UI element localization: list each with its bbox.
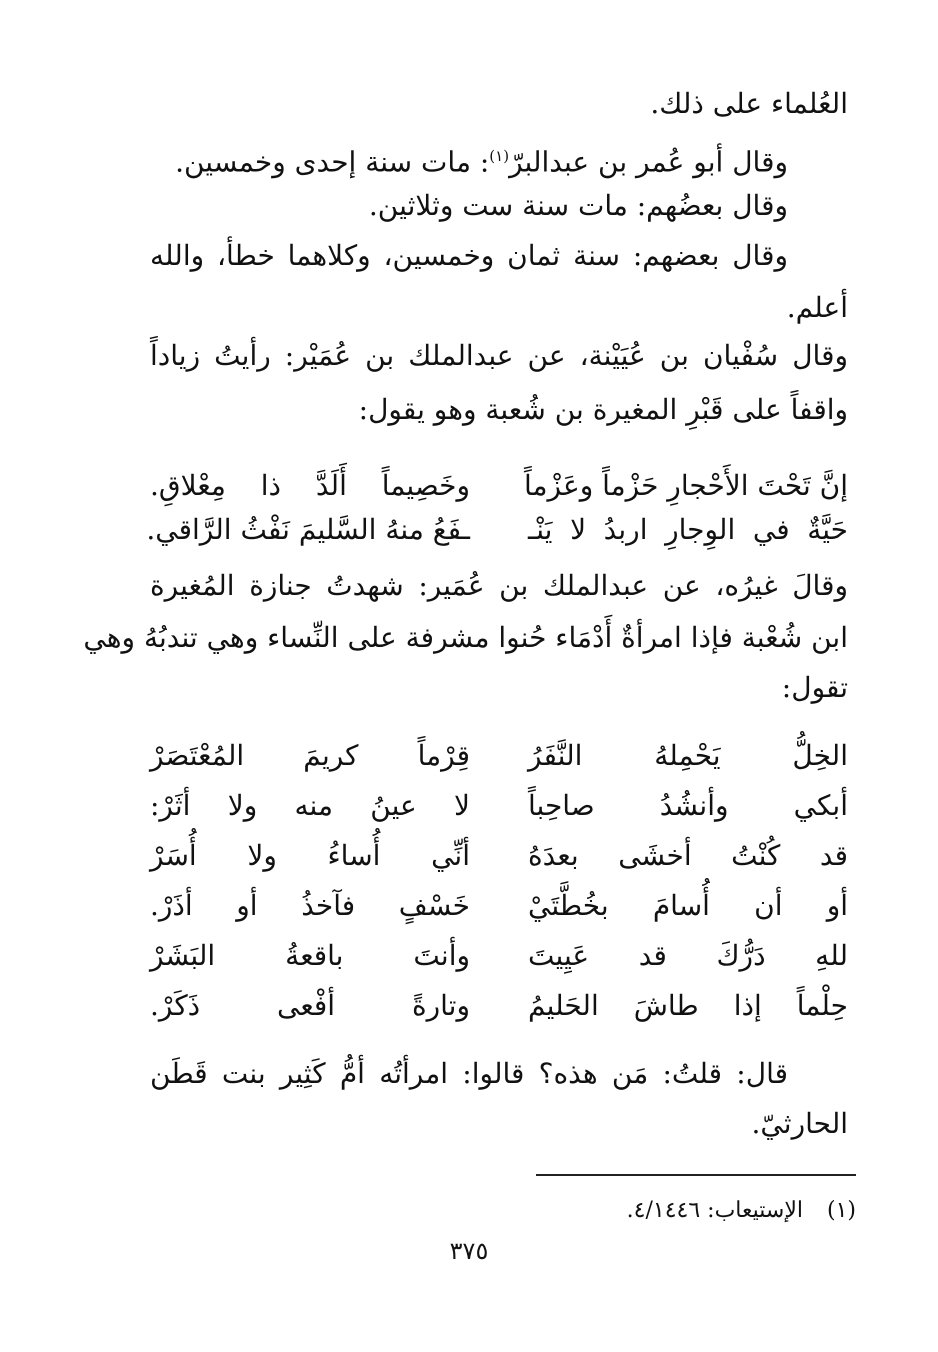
verse-hemistich-right: أبكي وأنشُدُ صاحِباً xyxy=(528,789,848,822)
text-line: واقفاً على قَبْرِ المغيرة بن شُعبة وهو يقول: xyxy=(358,393,848,426)
verse-hemistich-left: لا عينُ منه ولا أثَرْ: xyxy=(150,789,470,822)
text-line: وقال بعضُهم: مات سنة ست وثلاثين. xyxy=(368,189,788,222)
verse-hemistich-right: للهِ دَرُّكَ قد عَيِيتَ xyxy=(528,939,848,972)
verse-hemistich-right: أو أن أُسامَ بخُطَّتَيْ xyxy=(528,889,848,922)
page-number: ٣٧٥ xyxy=(449,1237,489,1265)
verse-hemistich-left: وخَصِيماً أَلَدَّ ذا مِعْلاقِ. xyxy=(150,469,470,502)
verse-line xyxy=(0,466,938,506)
text-line: تقول: xyxy=(781,671,848,704)
text-line: وقال بعضهم: سنة ثمان وخمسين، وكلاهما خطأ، والله xyxy=(150,239,788,272)
verse-line xyxy=(0,886,938,926)
text-line: العُلماء على ذلك. xyxy=(650,87,848,120)
text-line: ابن شُعْبة فإذا امرأةٌ أَدْمَاء حُنوا مشرفة على النِّساء وهي تندبُهُ وهي xyxy=(83,621,848,654)
text-line: قال: قلتُ: مَن هذه؟ قالوا: امرأتُه أمُّ كَثِير بنت قَطَن xyxy=(150,1057,788,1090)
verse-hemistich-left: قِرْماً كريمَ المُعْتَصَرْ xyxy=(150,739,470,772)
text-segment: : مات سنة إحدى وخمسين. xyxy=(175,145,490,179)
footnote-marker: (١) xyxy=(489,147,510,165)
verse-hemistich-right: إنَّ تَحْتَ الأَحْجارِ حَزْماً وعَزْماً xyxy=(524,469,848,502)
verse-line xyxy=(0,510,938,550)
verse-line xyxy=(0,936,938,976)
verse-line xyxy=(0,836,938,876)
verse-hemistich-right: حِلْماً إذا طاشَ الحَليمُ xyxy=(528,989,848,1022)
verse-hemistich-left: خَسْفٍ فآخذُ أو أذَرْ. xyxy=(150,889,470,922)
text-line: أعلم. xyxy=(786,291,848,324)
text-line xyxy=(175,136,788,182)
text-line: وقال سُفْيان بن عُيَيْنة، عن عبدالملك بن عُمَيْر: رأيتُ زياداً xyxy=(150,339,848,372)
verse-line xyxy=(0,736,938,776)
footnote xyxy=(627,1196,856,1226)
text-line: الحارثيّ. xyxy=(751,1107,848,1140)
verse-hemistich-left: وتارةً أفْعى ذَكَرْ. xyxy=(150,989,470,1022)
verse-hemistich-right: الخِلُّ يَحْمِلهُ النَّفَرُ xyxy=(528,739,848,772)
verse-hemistich-right: قد كُنْتُ أخشَى بعدَهُ xyxy=(528,839,848,872)
footnote-number: (١) xyxy=(826,1198,856,1223)
verse-line xyxy=(0,986,938,1026)
footnote-text: الإستيعاب: ٤/١٤٤٦. xyxy=(626,1198,803,1223)
text-line: وقالَ غيرُه، عن عبدالملك بن عُمَير: شهدتُ جنازة المُغيرة xyxy=(150,569,848,602)
verse-hemistich-right: حَيَّةٌ في الوِجارِ اربدُ لا يَنْـ xyxy=(528,513,848,546)
verse-hemistich-left: أنِّي أُساءُ ولا أُسَرْ xyxy=(150,839,470,872)
verse-hemistich-left: وأنتَ باقعةُ البَشَرْ xyxy=(150,939,470,972)
verse-line xyxy=(0,786,938,826)
footnote-rule xyxy=(536,1174,856,1176)
text-segment: وقال أبو عُمر بن عبدالبرّ xyxy=(509,145,788,179)
verse-hemistich-left: ـفَعُ منهُ السَّليمَ نَفْثُ الرَّاقي. xyxy=(146,513,470,546)
